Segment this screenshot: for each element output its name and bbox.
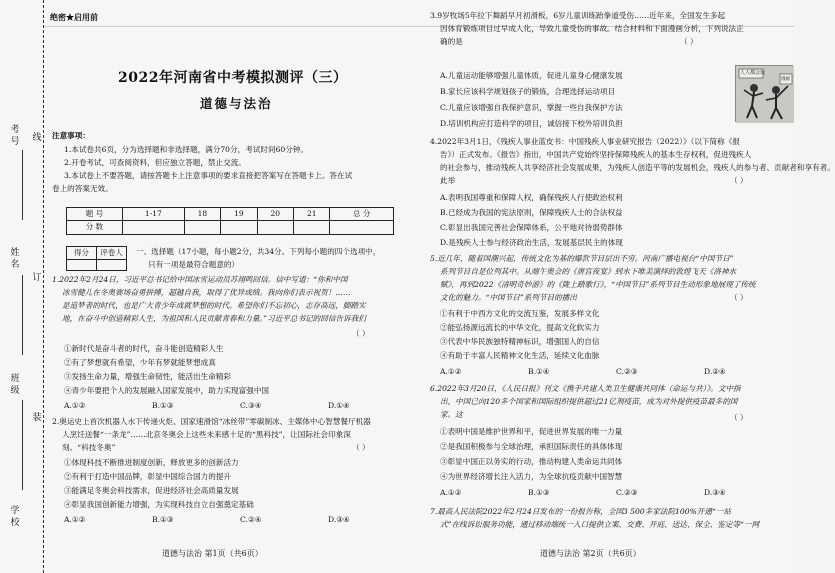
- q1-line: 冰雪健儿在冬奥赛场奋勇拼搏，超越自我，取得了优异成绩。我向你们表示祝贺！……: [62, 288, 351, 297]
- notes-title: 注意事项：: [52, 131, 90, 140]
- score-input[interactable]: [221, 221, 257, 234]
- q2-option: ②有利于打造中国品牌，彰显中国综合国力的提升: [64, 472, 232, 481]
- page-footer-2: 道德与法治 第2页（共6页）: [540, 549, 641, 558]
- cartoon-caption: 人人都会玩: [740, 70, 766, 76]
- q2-choice-a[interactable]: A.①②: [64, 515, 86, 524]
- q3-line: 确的是: [440, 37, 463, 46]
- q5-option: ②能弘扬源远流长的中华文化，提高文化软实力: [440, 323, 600, 332]
- binding-mark-zhuang: 装: [32, 413, 42, 423]
- note-2: 2.开卷考试，可查阅资料，但应独立答题，禁止交流。: [64, 158, 246, 167]
- q4-line: 告》）正式发布。《报告》指出，中国共产党始终坚持保障残疾人的基本生存权利，促进残疾人: [440, 150, 752, 159]
- score-cell: 1-17: [123, 208, 185, 221]
- q6-choice-a[interactable]: A.①②: [440, 488, 462, 497]
- q2-line: 2.奥运史上首次机器人水下传递火炬、国家速滑馆“冰丝带”零碳制冰、主媒体中心智慧餐厅机器: [52, 417, 371, 426]
- q6-option: ④为世界经济增长注入活力，为全球抗疫贡献中国智慧: [440, 472, 623, 481]
- score-cell: 分 数: [67, 221, 123, 234]
- q4-option-d: D.是残疾人士参与经济政治生活，发展基层民主的体现: [440, 238, 623, 247]
- exam-title: 2022年河南省中考模拟测评（三）: [118, 70, 348, 86]
- exam-no-line: [22, 150, 23, 220]
- q1-option: ②有了梦想就有希望，少年有梦就能梦想成真: [64, 358, 216, 367]
- note-3: 3.本试卷上不要答题，请按答题卡上注意事项的要求直接把答案写在答题卡上。答在试: [64, 171, 353, 180]
- score-cell: 总 分: [330, 208, 394, 221]
- q5-choice-b[interactable]: B.①④: [528, 367, 550, 376]
- q7-line: 7.最高人民法院2022年2月24日发布的一份报告称，全国3 500多家法院100%开通“一站: [430, 507, 732, 516]
- q2-option: ③能满足冬奥会科技需求，促进经济社会高质量发展: [64, 486, 239, 495]
- class-label: 班级: [10, 374, 20, 396]
- note-4: 卷上的答案无效。: [52, 184, 113, 193]
- q2-choice-c[interactable]: C.②④: [240, 515, 262, 524]
- q1-choice-c[interactable]: C.③④: [240, 401, 262, 410]
- q1-line: 1.2022年2月24日，习近平总书记给中国冰雪运动员苏翊鸣回信。信中写道：“你和中国: [52, 275, 348, 284]
- section1-heading: 一、选择题（17小题，每小题2分，共34分。下列每小题的四个选项中，: [136, 247, 381, 256]
- q2-line: 刻。“科技冬奥”: [62, 443, 116, 452]
- q1-choice-d[interactable]: D.①④: [328, 401, 350, 410]
- q1-option: ①新时代是奋斗者的时代，奋斗能创造精彩人生: [64, 344, 224, 353]
- q6-choice-d[interactable]: D.③④: [704, 488, 726, 497]
- score-input[interactable]: [257, 221, 293, 234]
- secret-label: 绝密★启用前: [50, 12, 98, 22]
- q4-option-b: B.已经成为我国的宪法原则，保障残疾人士的合法权益: [440, 208, 623, 217]
- score-input[interactable]: [330, 221, 394, 234]
- q6-line: 出，中国已向120多个国家和国际组织提供超过21亿剂疫苗，成为对外提供疫苗最多的国: [440, 397, 738, 406]
- q1-answer-paren[interactable]: （ ）: [352, 329, 370, 338]
- score-input[interactable]: [184, 221, 220, 234]
- score-table: [66, 207, 394, 235]
- q2-choice-d[interactable]: D.③④: [328, 515, 350, 524]
- q2-option: ①体现科技不断推进制度创新，释放更多的创新活力: [64, 458, 239, 467]
- q3-option-a: A.儿童运动能够增强儿童体质，促进儿童身心健康发展: [440, 71, 623, 80]
- q5-line: 文化的魅力。“中国节日”系列节目的播出: [440, 293, 577, 302]
- grader-table: [66, 246, 127, 271]
- grader-person-input[interactable]: [97, 260, 127, 271]
- q4-option-c: C.彰显出我国完善社会保障体系，公平地对待弱势群体: [440, 223, 623, 232]
- q6-line: 家。这: [440, 410, 463, 419]
- q4-line: 此举: [440, 176, 456, 185]
- grader-person-label: 评卷人: [97, 247, 127, 260]
- exam-no-label: 考号: [10, 125, 20, 147]
- score-header-row: [67, 208, 394, 221]
- name-line: [22, 275, 23, 355]
- q5-option: ①有利于中西方文化的交流互鉴，发展多样文化: [440, 309, 600, 318]
- score-input[interactable]: [294, 221, 330, 234]
- subject-title: 道德与法治: [200, 96, 273, 111]
- q5-line: 赋》，再到2022《清明奇妙游》的《陇上踏歌行》，“中国节日”系列节目生动形象地展现了传统: [440, 280, 756, 289]
- q3-option-b: B.家长应该科学规划孩子的锻炼，合理选择运动项目: [440, 87, 616, 96]
- q5-choice-a[interactable]: A.①②: [440, 367, 462, 376]
- q5-option: ④有助于丰富人民精神文化生活，延续文化血脉: [440, 351, 600, 360]
- q2-answer-paren[interactable]: （ ）: [352, 443, 370, 452]
- q3-line: 3.9岁牧场5年拉下舞蹈早月初滑板，6岁儿童训练跆拳道受伤……近年来，全国发生多起: [430, 11, 726, 20]
- q2-choice-b[interactable]: B.①③: [152, 515, 174, 524]
- q5-line: 5.近几年，随着国潮兴起，传统文化为基的爆款节目层出不穷。河南广播电视台“中国节日”: [430, 254, 734, 263]
- q6-option: ①表明中国是维护世界和平，促进世界发展的唯一力量: [440, 427, 623, 436]
- name-label: 姓名: [10, 248, 20, 270]
- score-cell: 题 号: [67, 208, 123, 221]
- page-footer-1: 道德与法治 第1页（共6页）: [162, 549, 263, 558]
- section1-heading-cont: 只有一项是最符合题意的）: [148, 260, 240, 269]
- q1-line: 是追梦者的时代，也是广大青少年成就梦想的时代。希望你们不忘初心，志存高远，脚踏实: [62, 301, 366, 310]
- q1-line: 地，在奋斗中创造精彩人生，为祖国和人民贡献青春和力量。”习近平总书记的回信告诉我们: [62, 314, 366, 323]
- q3-answer-paren[interactable]: （ ）: [680, 37, 698, 46]
- score-value-row: [67, 221, 394, 234]
- q5-line: 系列节目自是位列其中。从端午奥会的《唐宫夜宴》到水下唯美演绎的敦煌飞天《洛神水: [440, 267, 737, 276]
- q2-option: ④彰显我国创新能力增强，为实现科技自立自强奠定基础: [64, 500, 254, 509]
- q6-choice-b[interactable]: B.①③: [528, 488, 550, 497]
- q7-line: 式”在线诉讼服务功能，通过移动端统一入口提供立案、交费、开庭、送达、保全、鉴定等“一网: [440, 520, 760, 529]
- q4-line: 的社会参与，推动残疾人共享经济社会发展成果，为残疾人创造平等的发展机会，残疾人的参与者、贡献者和享有者。: [440, 163, 835, 172]
- grader-score-input[interactable]: [67, 260, 97, 271]
- left-column: [52, 0, 422, 573]
- q6-option: ②是我国积极参与全球治理，承担国际责任的具体体现: [440, 442, 623, 451]
- score-input[interactable]: [123, 221, 185, 234]
- q5-choice-d[interactable]: D.②④: [704, 367, 726, 376]
- cartoon-illustration: [735, 65, 793, 122]
- score-cell: 18: [184, 208, 220, 221]
- score-cell: 21: [294, 208, 330, 221]
- binding-mark-line: 线: [32, 133, 42, 143]
- q4-option-a: A.表明我国尊重和保障人权，确保残疾人行使政治权利: [440, 193, 623, 202]
- q5-choice-c[interactable]: C.②③: [616, 367, 638, 376]
- q6-choice-c[interactable]: C.②③: [616, 488, 638, 497]
- q1-choice-b[interactable]: B.①③: [152, 401, 174, 410]
- q5-answer-paren[interactable]: （ ）: [730, 293, 748, 302]
- q3-line: 因体育锻炼项目过早成人化，导致儿童受伤的事故。结合材料和下面漫画分析，下列说法正: [440, 24, 744, 33]
- class-line: [22, 400, 23, 490]
- q4-answer-paren[interactable]: （ ）: [730, 176, 748, 185]
- cartoon-label: 漫画: [781, 77, 790, 82]
- q6-option: ③彰显中国正以务实的行动，推动构建人类命运共同体: [440, 457, 623, 466]
- q1-option: ④青少年要把个人的发展融入国家发展中，助力实现富强中国: [64, 386, 270, 395]
- grader-score-label: 得分: [67, 247, 97, 260]
- q4-line: 4.2022年3月1日，《残疾人事业蓝皮书：中国残疾人事业研究报告（2022）》（以下简称《报: [430, 137, 740, 146]
- score-cell: 19: [221, 208, 257, 221]
- score-cell: 20: [257, 208, 293, 221]
- q2-line: 人烹饪送餐“一条龙”……北京冬奥会上这些未来感十足的“黑科技”，让国际社会印象深: [62, 430, 351, 439]
- q3-option-d: D.培训机构应打造科学的项目，诚信接下校外培训负担: [440, 119, 623, 128]
- q5-option: ③代表中华民族独特精神标识，增强国人的自信: [440, 337, 600, 346]
- school-label: 学校: [10, 506, 20, 528]
- binding-mark-ding: 订: [32, 273, 42, 283]
- q6-line: 6.2022年3月20日，《人民日报》刊文《携手共建人类卫生健康共同体（命运与共）》。文中指: [430, 384, 741, 393]
- note-1: 1.本试卷共6页，分为选择题和非选择题，满分70分，考试时间60分钟。: [64, 145, 309, 154]
- q1-option: ③发扬生命力量，增强生命韧性，能活出生命精彩: [64, 372, 232, 381]
- q6-answer-paren[interactable]: （ ）: [730, 413, 748, 422]
- q1-choice-a[interactable]: A.①②: [64, 401, 86, 410]
- q3-option-c: C.儿童应该增强自我保护意识，掌握一些自我保护方法: [440, 103, 623, 112]
